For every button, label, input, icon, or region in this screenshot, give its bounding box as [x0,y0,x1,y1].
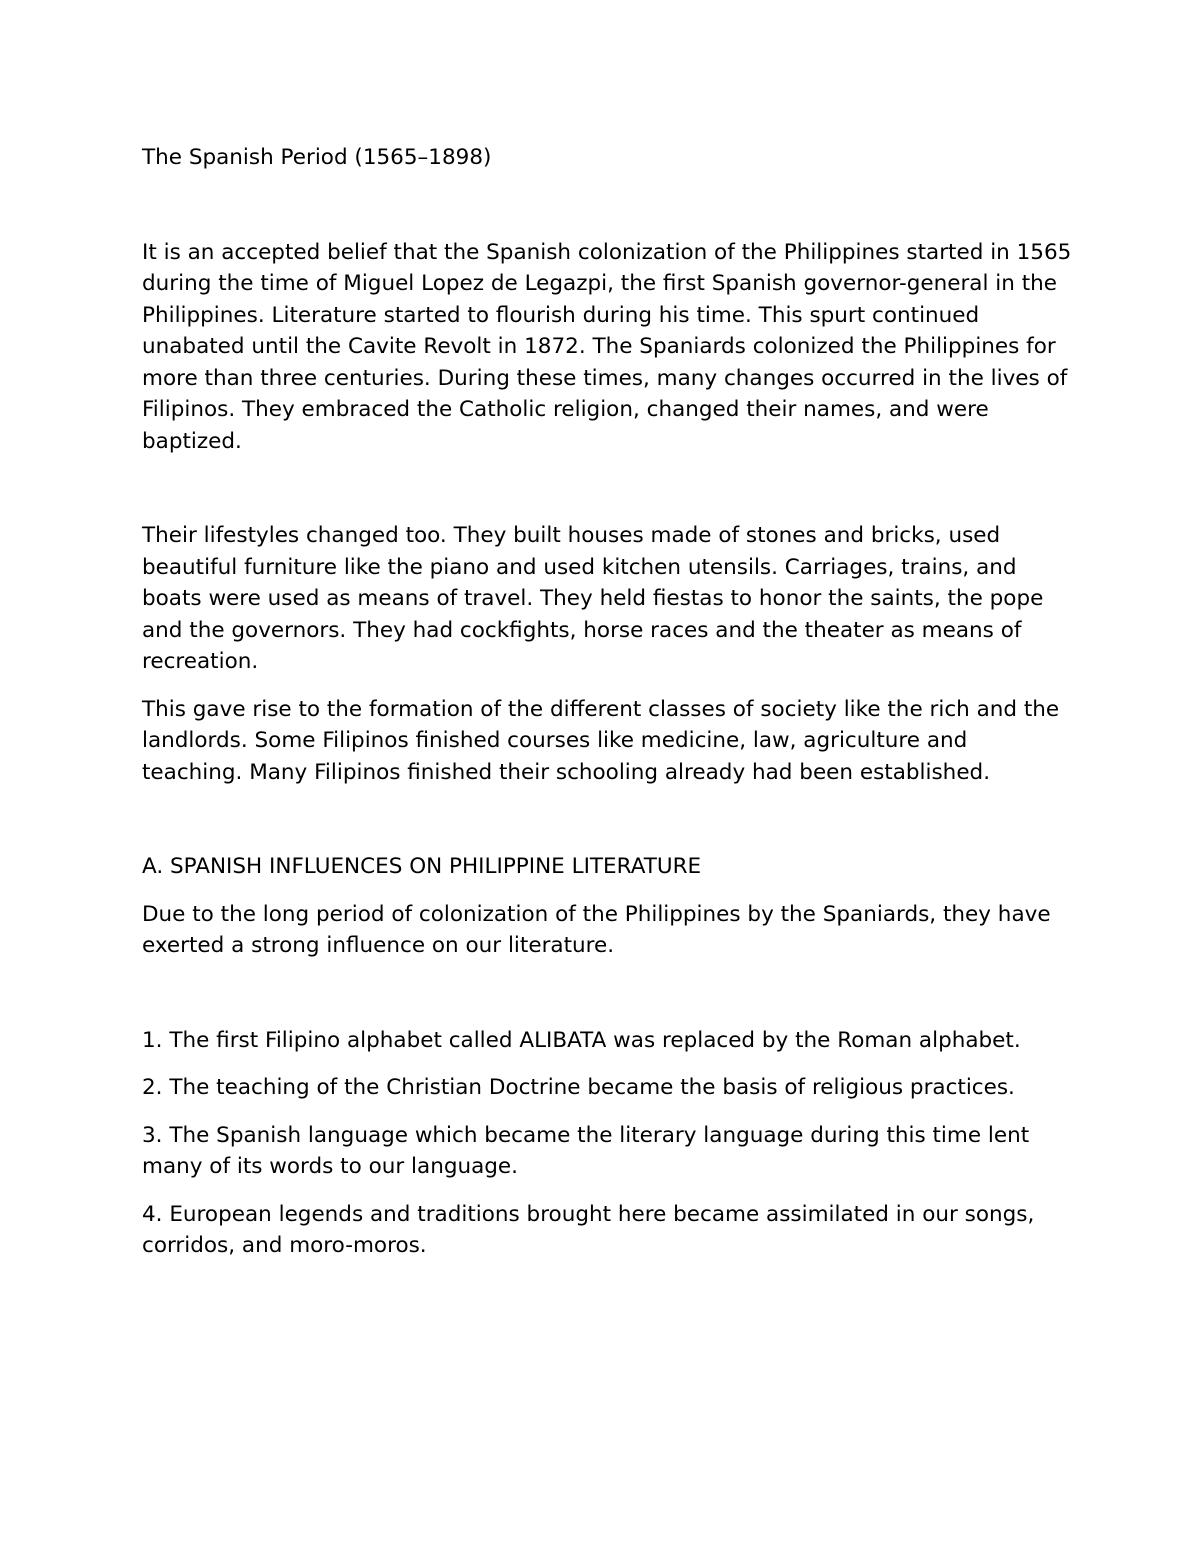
paragraph-social-classes: This gave rise to the formation of the different classes of society like the rich and the landlords. Some Filipinos finished courses like medicine, law, agriculture and teaching. Many Filipinos finished their schooling already had been established. [142,696,1060,785]
paragraph-colonization: It is an accepted belief that the Spanish colonization of the Philippines started in 1565 during the time of Miguel Lopez de Legazpi, the first Spanish governor-general in the Philippines. Literature started to flourish during his time. This spurt continued unabated until the Cavite Revolt in 1872. The Spaniards colonized the Philippines for more than three centuries. During these times, many changes occurred in the lives of Filipinos. They embraced the Catholic religion, changed their names, and were baptized. [142,239,1072,454]
section-intro: Due to the long period of colonization of the Philippines by the Spaniards, they have exerted a strong influence on our literature. [142,901,1051,958]
paragraph-lifestyles: Their lifestyles changed too. They built houses made of stones and bricks, used beautiful furniture like the piano and used kitchen utensils. Carriages, trains, and boats were used as means of travel. They held fiestas to honor the saints, the pope and the governors. They had cockfights, horse races and the theater as means of recreation. [142,523,1044,674]
section-heading: A. SPANISH INFLUENCES ON PHILIPPINE LITERATURE [142,854,702,879]
document-title: The Spanish Period (1565–1898) [142,145,492,170]
list-item: 2. The teaching of the Christian Doctrine became the basis of religious practices. [142,1075,1015,1100]
list-item: 1. The first Filipino alphabet called ALIBATA was replaced by the Roman alphabet. [142,1027,1021,1053]
list-item: 4. European legends and traditions brought here became assimilated in our songs, corridos, and moro-moros. [142,1201,1035,1258]
document-page [142,142,1072,1262]
list-item: 3. The Spanish language which became the literary language during this time lent many of its words to our language. [142,1122,1030,1179]
